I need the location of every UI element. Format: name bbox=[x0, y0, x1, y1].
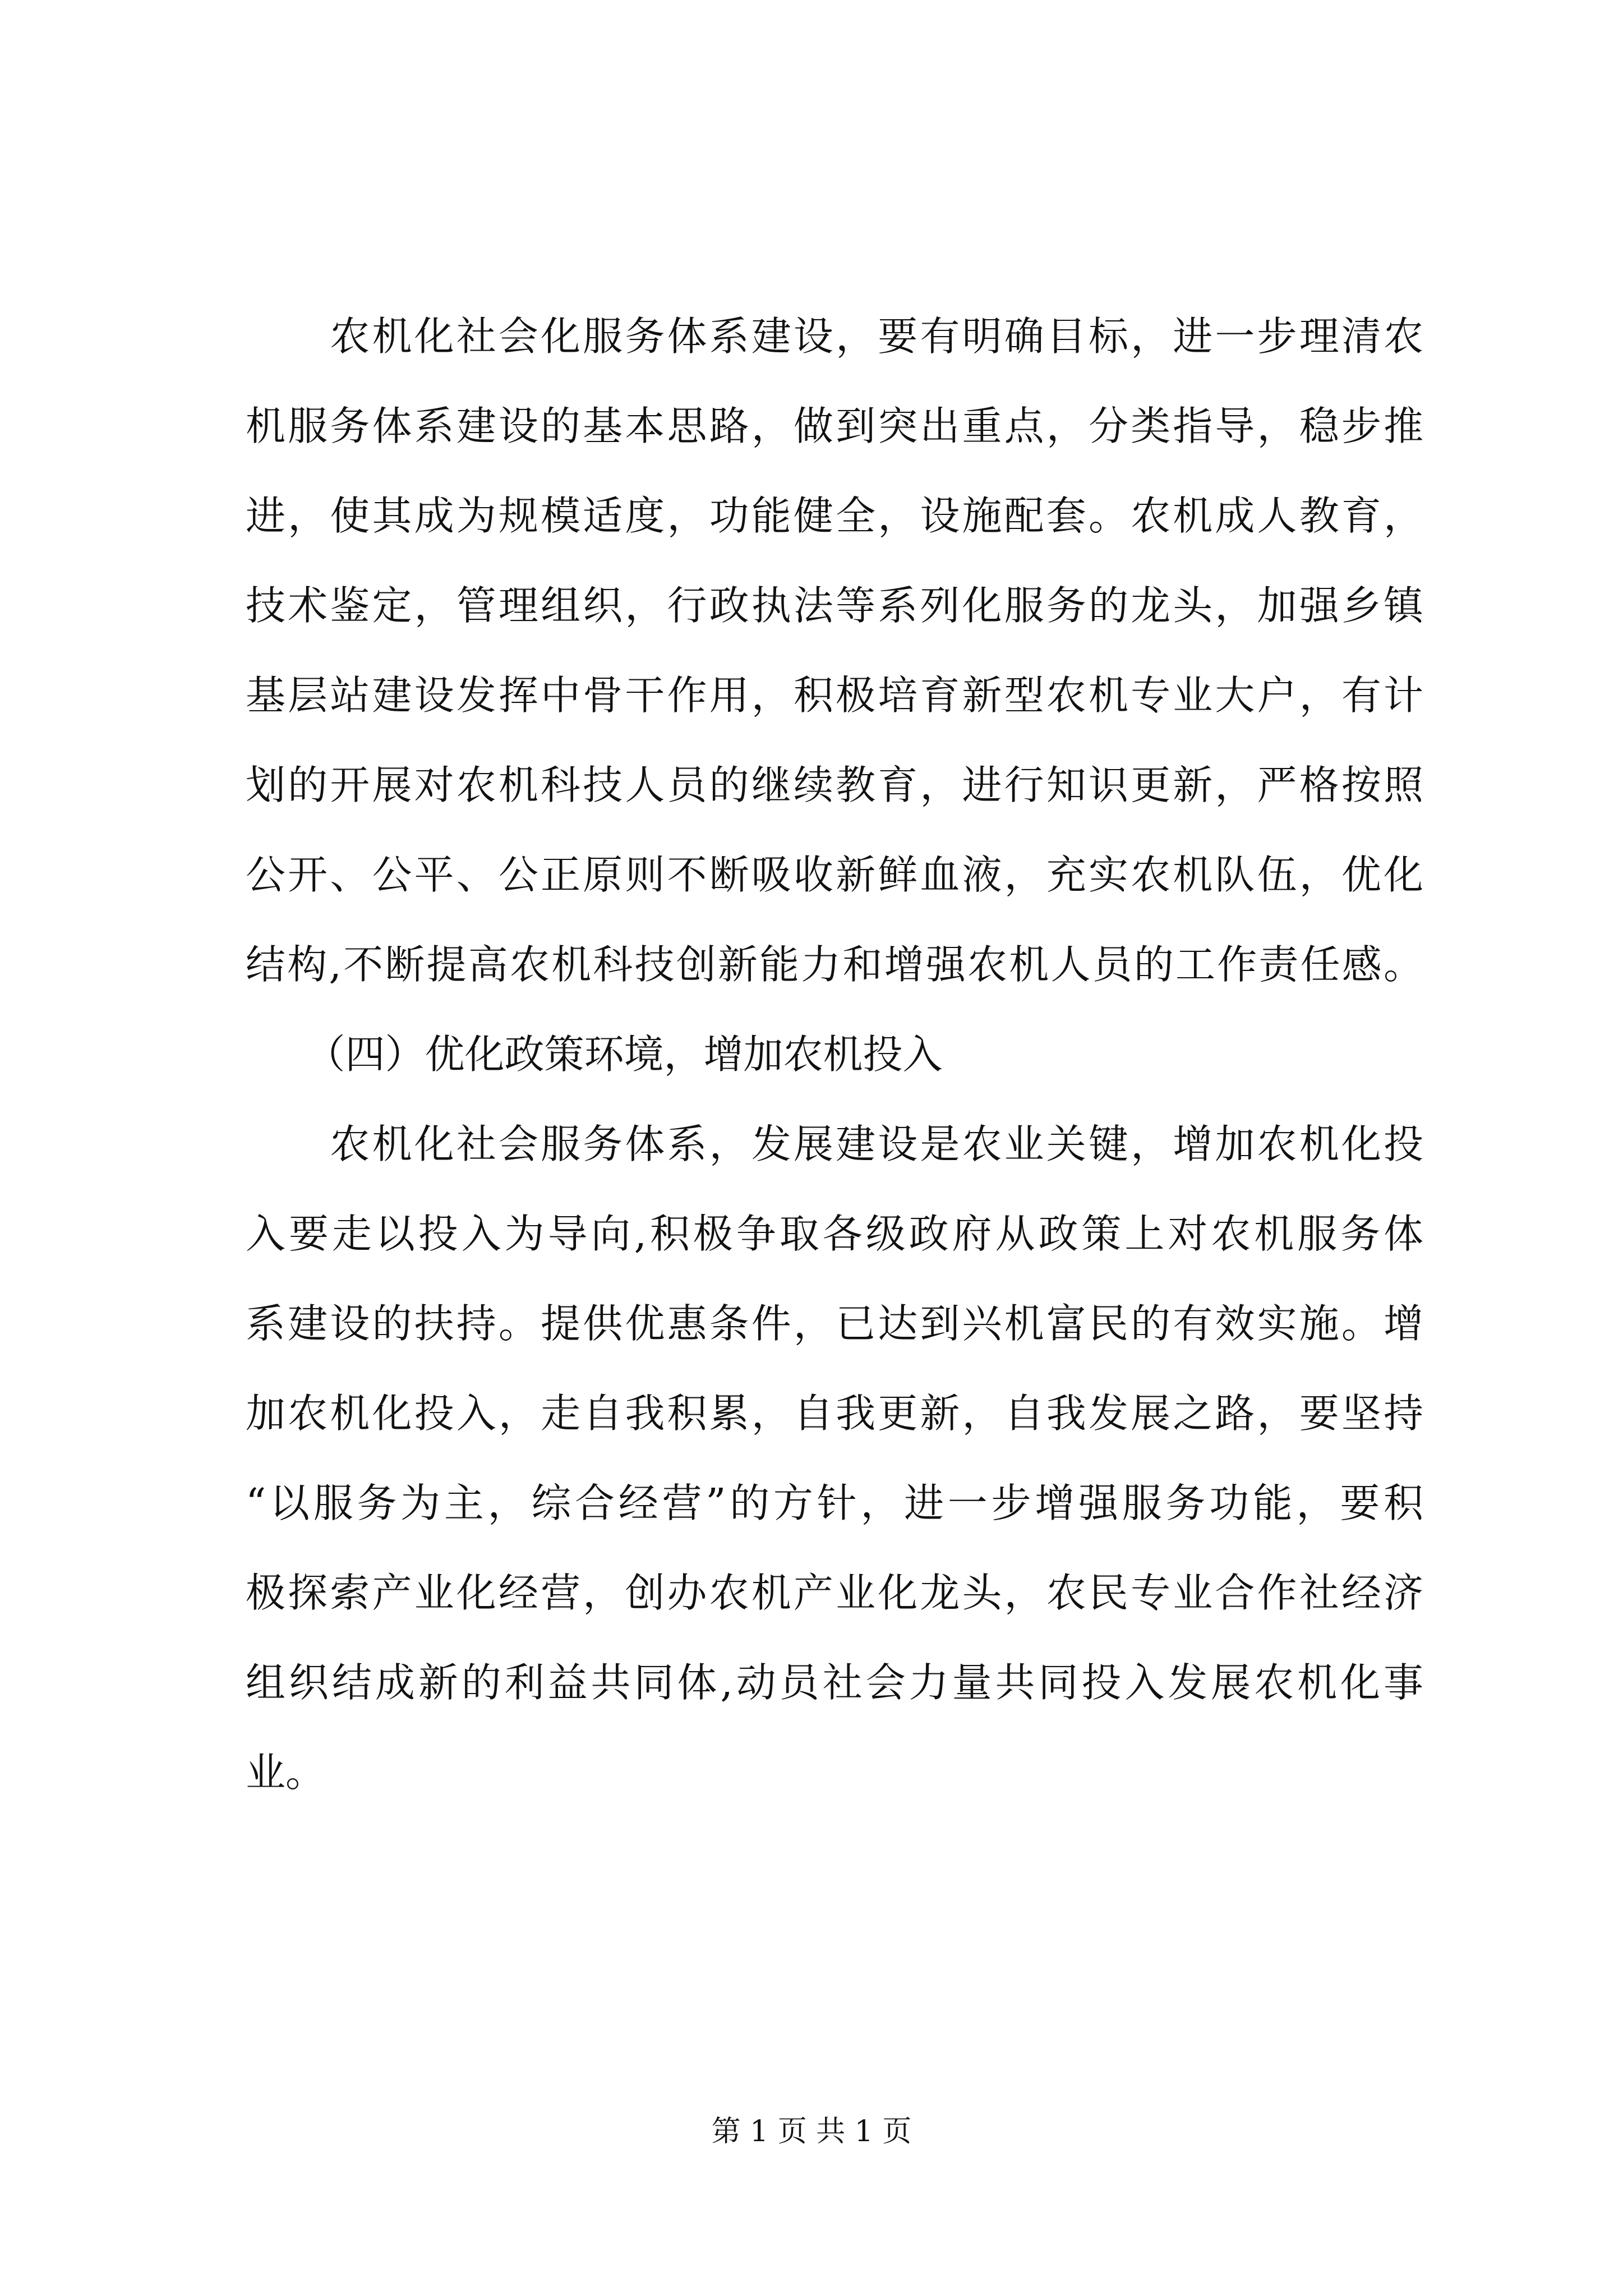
paragraph-1-line-3: 进，使其成为规模适度，功能健全，设施配套。农机成人教育， bbox=[246, 493, 1423, 539]
paragraph-2-line-3: 系建设的扶持。提供优惠条件，已达到兴机富民的有效实施。增 bbox=[246, 1300, 1423, 1347]
paragraph-1-line-2: 机服务体系建设的基本思路，做到突出重点，分类指导，稳步推 bbox=[246, 403, 1423, 449]
page-footer: 第 1 页 共 1 页 bbox=[711, 2115, 912, 2148]
paragraph-1-line-4: 技术鉴定，管理组织，行政执法等系列化服务的龙头，加强乡镇 bbox=[246, 582, 1423, 629]
paragraph-2-line-2: 入要走以投入为导向,积极争取各级政府从政策上对农机服务体 bbox=[246, 1211, 1423, 1257]
paragraph-2-line-8: 业。 bbox=[246, 1749, 326, 1796]
paragraph-1-line-8: 结构,不断提高农机科技创新能力和增强农机人员的工作责任感。 bbox=[246, 941, 1423, 988]
paragraph-1-line-5: 基层站建设发挥中骨干作用，积极培育新型农机专业大户，有计 bbox=[246, 672, 1423, 719]
paragraph-2-line-5: “以服务为主，综合经营”的方针，进一步增强服务功能，要积 bbox=[246, 1480, 1423, 1526]
paragraph-1-line-1: 农机化社会化服务体系建设，要有明确目标，进一步理清农 bbox=[246, 313, 1423, 360]
section-heading: （四）优化政策环境，增加农机投入 bbox=[246, 1031, 943, 1078]
paragraph-2-line-6: 极探索产业化经营，创办农机产业化龙头，农民专业合作社经济 bbox=[246, 1570, 1423, 1616]
paragraph-1-line-7: 公开、公平、公正原则不断吸收新鲜血液，充实农机队伍，优化 bbox=[246, 852, 1423, 898]
paragraph-1-line-6: 划的开展对农机科技人员的继续教育，进行知识更新，严格按照 bbox=[246, 762, 1423, 808]
paragraph-2-line-7: 组织结成新的利益共同体,动员社会力量共同投入发展农机化事 bbox=[246, 1659, 1423, 1706]
paragraph-2-line-1: 农机化社会服务体系，发展建设是农业关键，增加农机化投 bbox=[246, 1121, 1423, 1167]
paragraph-2-line-4: 加农机化投入，走自我积累，自我更新，自我发展之路，要坚持 bbox=[246, 1390, 1423, 1437]
